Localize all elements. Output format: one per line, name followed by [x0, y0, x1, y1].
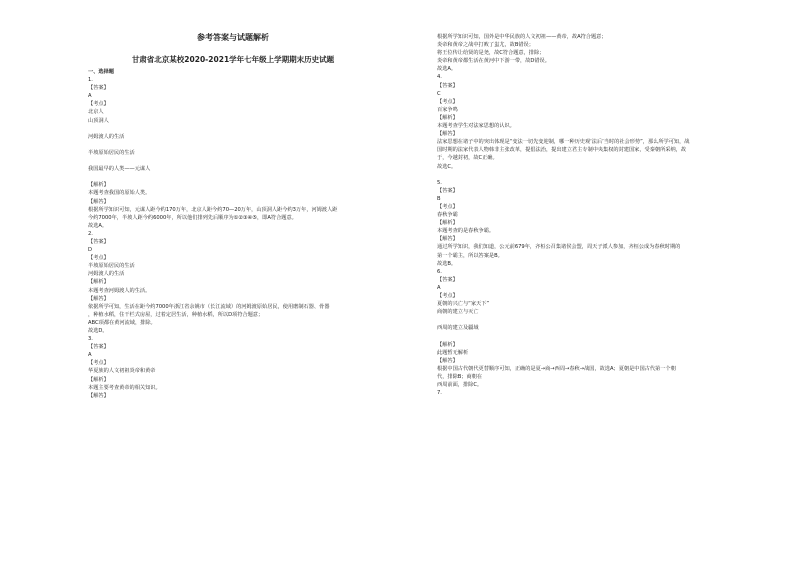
text-line: 西周前面，排除C。 [437, 382, 483, 389]
text-line: 今约7000年，半坡人距今约6000年，所以他们排列先后顺序为①②③④⑤，即A符合题意。 [88, 214, 297, 221]
text-line [88, 157, 418, 165]
text-line: 通过所学知识，我们知道，公元前679年，齐桓公召集诸侯会盟，周天子派人参加，齐桓公成为春秋时期的 [437, 244, 681, 251]
text-line: 河姆渡人的生活 [88, 133, 125, 140]
text-line: 百家争鸣 [437, 106, 458, 113]
text-line: 第一个霸主，所以答案是B。 [437, 252, 503, 259]
text-line: 【考点】 [437, 293, 458, 299]
left-column [88, 32, 418, 400]
text-line: D [88, 247, 92, 254]
text-line [437, 171, 767, 179]
text-line: 【答案】 [437, 187, 458, 194]
text-line: 【解析】 [437, 220, 458, 227]
text-line: 【解答】 [437, 131, 458, 138]
text-line: A [88, 352, 92, 359]
text-line: 本题考查学生对法家思想的认识。 [437, 123, 515, 130]
text-line: 【解答】 [88, 198, 109, 205]
text-line: 【答案】 [437, 82, 458, 89]
text-line: 【解析】 [88, 279, 109, 286]
text-line: 【解答】 [88, 295, 109, 302]
text-line: 此题暂无解析 [437, 349, 469, 356]
text-line: 【考点】 [88, 101, 109, 108]
text-line: 国时期的法家代表人物韩非主张改革，提倡法治，提出建立君主专制中央集权的封建国家，受秦朝所采纳，故 [437, 147, 687, 154]
text-line: 【答案】 [437, 276, 458, 283]
text-line: 华夏族的人文初祖炎帝和黄帝 [88, 368, 156, 375]
text-line [88, 173, 418, 181]
text-line: 故选C。 [437, 163, 457, 170]
text-line: 根据所学知识可知，元谋人距今约170万年，北京人距今约70—20万年，山顶洞人距今约3万年，河姆渡人距 [88, 206, 338, 213]
text-line: 根据中国古代朝代更替顺序可知，正确的是夏→商→西周→春秋→战国，故选A；夏朝是中国古代第一个朝 [437, 365, 676, 372]
text-line: 炎帝和黄帝之战中打败了蚩尤，故B错误； [437, 42, 534, 49]
text-line: ，种植水稻，住干栏式房屋，过着定居生活，种植水稻，所以D项符合题意； [88, 311, 264, 318]
text-line: 半坡原始居民的生活 [88, 263, 135, 270]
text-line: 河姆渡人的生活 [88, 271, 125, 278]
text-line: B [437, 195, 441, 202]
text-line: 西周的建立及疆域 [437, 325, 479, 332]
text-line: 我国最早的人类——元谋人 [88, 166, 151, 173]
text-line [88, 125, 418, 133]
text-line: 1. [88, 77, 93, 84]
text-line: 代，排除B；商朝在 [437, 373, 483, 380]
text-line: 根据所学知识可知，国外是中华民族的人文初祖——黄帝，故A符合题意； [437, 34, 607, 40]
text-line: 炎帝和黄帝都生活在黄河中下游一带，故D错误。 [437, 58, 550, 65]
document-subtitle: 甘肃省北京某校2020-2021学年七年级上学期期末历史试题 [131, 55, 335, 64]
text-line: 4. [437, 74, 442, 81]
text-line: 3. [88, 336, 93, 343]
text-line [437, 316, 767, 324]
text-line: 7. [437, 390, 442, 397]
text-line: A [437, 284, 441, 291]
right-text-block [437, 33, 767, 397]
text-line: 半坡原始居民的生活 [88, 149, 135, 156]
text-line: 【解析】 [88, 182, 109, 189]
text-line: 本题考查我国的原始人类。 [88, 190, 151, 197]
text-line: 【解答】 [437, 236, 458, 243]
text-line: A [88, 93, 92, 100]
text-line: 春秋争霸 [437, 212, 458, 219]
text-line: 6. [437, 268, 442, 275]
text-line: 【考点】 [88, 255, 109, 262]
text-line [88, 141, 418, 149]
text-line: 故选A。 [437, 66, 457, 73]
text-line: 本题考查河姆渡人的生活。 [88, 287, 151, 294]
text-line: 2. [88, 230, 93, 237]
text-line: 将王位传让给贤的是尧，故C符合题意，排除； [437, 50, 545, 57]
text-line: 【答案】 [88, 238, 109, 245]
text-line: 【答案】 [88, 85, 109, 92]
text-line: 【解析】 [88, 376, 109, 383]
text-line: 【考点】 [437, 98, 458, 105]
text-line: 故选D。 [88, 328, 108, 334]
text-line: 【解答】 [437, 357, 458, 364]
document-title: 参考答案与试题解析 [197, 33, 269, 42]
text-line: 故选A。 [88, 222, 108, 229]
text-line: 【解答】 [88, 392, 109, 399]
text-line: 夏朝的兴亡与“家天下” [437, 301, 490, 308]
text-line: 于，今越封初，故C正确。 [437, 155, 498, 162]
left-text-block [88, 76, 418, 400]
text-line: 【解析】 [437, 114, 458, 121]
text-line: 法家思想在诸子中的突出体现是“变法一切先变迎制，哪一种历史观‘法后’当时的社会形势”，那么所学可知，战 [437, 139, 690, 146]
text-line: 故选B。 [437, 260, 457, 267]
text-line: 山顶洞人 [88, 117, 109, 124]
right-column [437, 33, 767, 397]
text-line: ABC项都在黄河流域，排除。 [88, 319, 156, 326]
section-heading: 一、选择题 [88, 69, 114, 75]
text-line: 【解析】 [437, 341, 458, 348]
text-line: 依据所学可知，生活在距今约7000年浙江省余姚市（长江流域）的河姆渡原始居民，使用磨制石器、骨器 [88, 303, 330, 310]
text-line: 本题主要考查黄帝的相关知识。 [88, 384, 161, 391]
text-line: 【考点】 [437, 203, 458, 210]
text-line: 【考点】 [88, 360, 109, 367]
text-line: 本题考查的是春秋争霸。 [437, 228, 495, 235]
text-line: 商朝的建立与灭亡 [437, 309, 479, 316]
text-line: 5. [437, 179, 442, 186]
text-line: 北京人 [88, 109, 104, 116]
text-line: 【答案】 [88, 344, 109, 351]
text-line: C [437, 90, 441, 97]
text-line [437, 332, 767, 340]
